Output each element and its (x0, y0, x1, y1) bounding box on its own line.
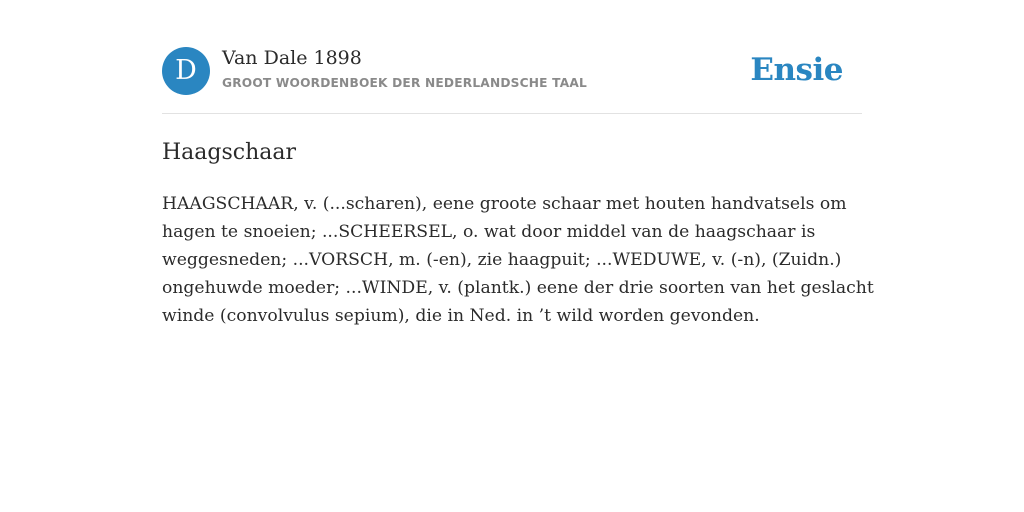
source-subtitle: GROOT WOORDENBOEK DER NEDERLANDSCHE TAAL (222, 76, 587, 90)
entry-definition (162, 190, 874, 330)
definition-line: HAAGSCHAAR, v. (...scharen), eene groote schaar met houten handvatsels om (162, 194, 847, 214)
definition-line: weggesneden; ...VORSCH, m. (-en), zie haagpuit; ...WEDUWE, v. (-n), (Zuidn.) (162, 250, 842, 270)
definition-line: ongehuwde moeder; ...WINDE, v. (plantk.) eene der drie soorten van het geslacht (162, 278, 874, 298)
header-divider (162, 113, 862, 114)
source-title[interactable]: Van Dale 1898 (222, 47, 362, 69)
brand-logo[interactable]: Ensie (750, 52, 843, 88)
definition-line: winde (convolvulus sepium), die in Ned. in ’t wild worden gevonden. (162, 306, 760, 326)
source-avatar[interactable]: D (162, 47, 210, 95)
definition-line: hagen te snoeien; ...SCHEERSEL, o. wat door middel van de haagschaar is (162, 222, 816, 242)
header (162, 46, 862, 96)
entry-title: Haagschaar (162, 140, 297, 165)
